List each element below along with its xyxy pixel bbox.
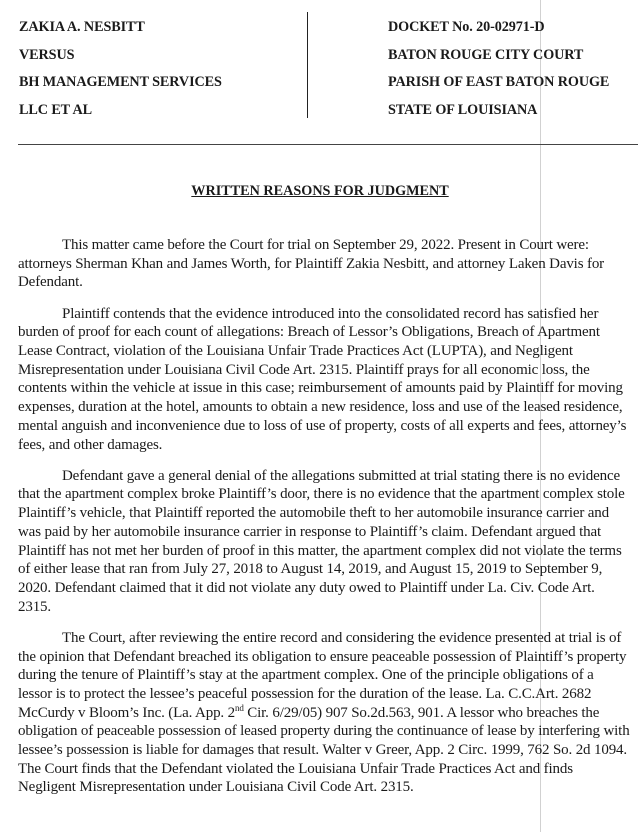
paragraph-defendant-denial: Defendant gave a general denial of the allegations submitted at trial stating there is no evidence that the apartment complex broke Plaintiff’s door, there is no evidence that the apartment complex stole Plaintiff’s vehicle, that Plaintiff reported the automobile theft to her automobile insurance carrier and was paid by her automobile insurance carrier in response to Plaintiff’s claim. Defendant argued that Plaintiff has not met her burden of proof in this matter, the apartment complex did not violate the terms of either lease that ran from July 27, 2018 to August 14, 2019, and August 15, 2019 to September 9, 2020. Defendant claimed that it did not violate any duty owed to Plaintiff under La. Civ. Code Art. 2315.	[18, 467, 625, 615]
document-title: WRITTEN REASONS FOR JUDGMENT	[191, 183, 449, 199]
paragraph-trial-intro: This matter came before the Court for trial on September 29, 2022. Present in Court were: attorneys Sherman Khan and James Worth, for Plaintiff Zakia Nesbitt, and attorney Laken Davis for Defendant.	[18, 237, 605, 291]
caption-rule	[18, 144, 638, 145]
caption-divider	[307, 12, 308, 118]
court-name: BATON ROUGE CITY COURT	[388, 46, 584, 63]
findings-text-b: Cir. 6/29/05) 907 So.2d.563, 901. A lessor who breaches the obligation of peaceable possession of leased property during the continuance of lease by interfering with lessee’s possession is liable for damages that result. Walter v Greer, App. 2 Circ. 1999, 762 So. 2d 1094. The Court finds that the Defendant violated the Louisiana Unfair Trade Practices Act and finds Negligent Misrepresentation under Louisiana Civil Code Art. 2315.	[18, 704, 630, 796]
case-caption-parties	[19, 14, 299, 124]
paragraph-court-findings	[18, 629, 630, 797]
paragraph-plaintiff-contentions: Plaintiff contends that the evidence introduced into the consolidated record has satisfied her burden of proof for each count of allegations: Breach of Lessor’s Obligations, Breach of Apartment Lease Contract, violation of the Louisiana Unfair Trade Practices Act (LUPTA), and Negligent Misrepresentation under Louisiana Civil Code Art. 2315. Plaintiff prays for all economic loss, the contents within the vehicle at issue in this case; reimbursement of amounts paid by Plaintiff for moving expenses, duration at the hotel, amounts to obtain a new residence, loss and use of the leased residence, mental anguish and inconvenience due to loss of use of property, costs of all experts and fees, attorney’s fees, and other damages.	[18, 305, 627, 453]
versus-label: VERSUS	[19, 46, 75, 63]
case-caption-court	[388, 14, 638, 124]
findings-text-a: The Court, after reviewing the entire record and considering the evidence presented at trial is of the opinion that Defendant breached its obligation to ensure peaceable possession of Plaintiff’s property during the tenure of Plaintiff’s stay at the apartment complex. One of the principle obligations of a lessor is to protect the lessee’s peaceful possession for the duration of the lease. La. C.C.Art. 2682 McCurdy v Bloom’s Inc. (La. App. 2	[18, 629, 627, 721]
state-name: STATE OF LOUISIANA	[388, 101, 538, 118]
defendant-name-cont: LLC ET AL	[19, 101, 92, 118]
ordinal-superscript: nd	[234, 702, 244, 713]
parish-name: PARISH OF EAST BATON ROUGE	[388, 74, 610, 90]
plaintiff-name: ZAKIA A. NESBITT	[19, 19, 145, 35]
defendant-name: BH MANAGEMENT SERVICES	[19, 74, 222, 90]
docket-number: DOCKET No. 20-02971-D	[388, 19, 545, 35]
document-body	[18, 236, 630, 810]
